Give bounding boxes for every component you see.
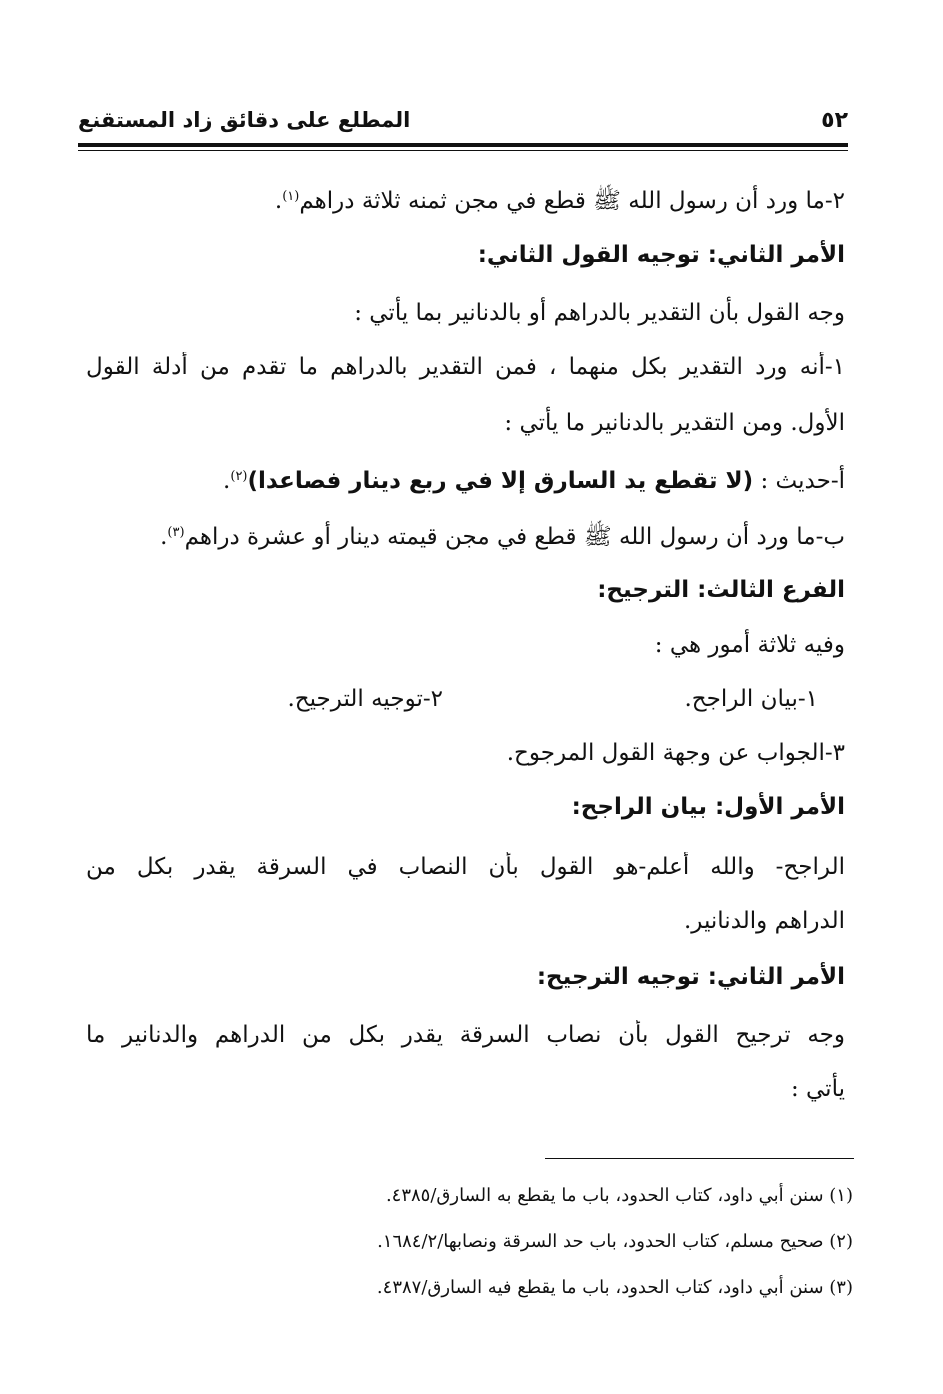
header-rule-thick <box>78 143 848 147</box>
paragraph-line: ٢-ما ورد أن رسول الله ﷺ قطع في مجن ثمنه ثلاثة دراهم$^{(١)}$. <box>274 188 845 214</box>
footnote: (١) سنن أبي داود، كتاب الحدود، باب ما يقطع به السارق/٤٣٨٥. <box>385 1185 853 1206</box>
paragraph-line: الراجح- والله أعلم-هو القول بأن النصاب في السرقة يقدر بكل من <box>86 854 845 880</box>
list-item: ٣-الجواب عن وجهة القول المرجوح. <box>506 740 845 766</box>
section-heading: الفرع الثالث: الترجيح: <box>597 577 845 603</box>
list-item: ١-بيان الراجح. <box>684 686 818 712</box>
paragraph-line: ١-أنه ورد التقدير بكل منهما ، فمن التقدير بالدراهم ما تقدم من أدلة القول <box>86 354 845 380</box>
section-heading: الأمر الثاني: توجيه الترجيح: <box>536 964 845 990</box>
section-heading: الأمر الثاني: توجيه القول الثاني: <box>477 242 845 268</box>
footnote: (٣) سنن أبي داود، كتاب الحدود، باب ما يقطع فيه السارق/٤٣٨٧. <box>376 1277 853 1298</box>
paragraph-line: الأول. ومن التقدير بالدنانير ما يأتي : <box>504 410 845 436</box>
running-header <box>78 102 848 142</box>
paragraph-line: يأتي : <box>790 1076 845 1102</box>
footnote-ref: (٣) <box>167 525 185 540</box>
paragraph-line: الدراهم والدنانير. <box>683 908 845 934</box>
hadith-quote: (لا تقطع يد السارق إلا في ربع دينار فصاعدا) <box>247 468 754 494</box>
paragraph-line: وفيه ثلاثة أمور هي : <box>654 632 845 658</box>
book-title: المطلع على دقائق زاد المستقنع <box>78 108 411 132</box>
header-rule-thin <box>78 150 848 151</box>
list-item: ٢-توجيه الترجيح. <box>287 686 443 712</box>
hadith-line: أ-حديث : (لا تقطع يد السارق إلا في ربع دينار فصاعدا)$^{(٢)}$. <box>223 468 845 494</box>
footnote-ref: (٢) <box>230 469 248 484</box>
paragraph-line: وجه القول بأن التقدير بالدراهم أو بالدنانير بما يأتي : <box>354 300 845 326</box>
footnote: (٢) صحيح مسلم، كتاب الحدود، باب حد السرقة ونصابها/١٦٨٤/٢. <box>377 1231 853 1252</box>
footnote-ref: (١) <box>282 189 300 204</box>
paragraph-line: وجه ترجيح القول بأن نصاب السرقة يقدر بكل من الدراهم والدنانير ما <box>86 1022 845 1048</box>
footnote-separator <box>545 1158 854 1159</box>
paragraph-line: ب-ما ورد أن رسول الله ﷺ قطع في مجن قيمته دينار أو عشرة دراهم$^{(٣)}$. <box>160 524 845 550</box>
page-number: ٥٢ <box>821 108 848 133</box>
section-heading: الأمر الأول: بيان الراجح: <box>571 794 845 820</box>
